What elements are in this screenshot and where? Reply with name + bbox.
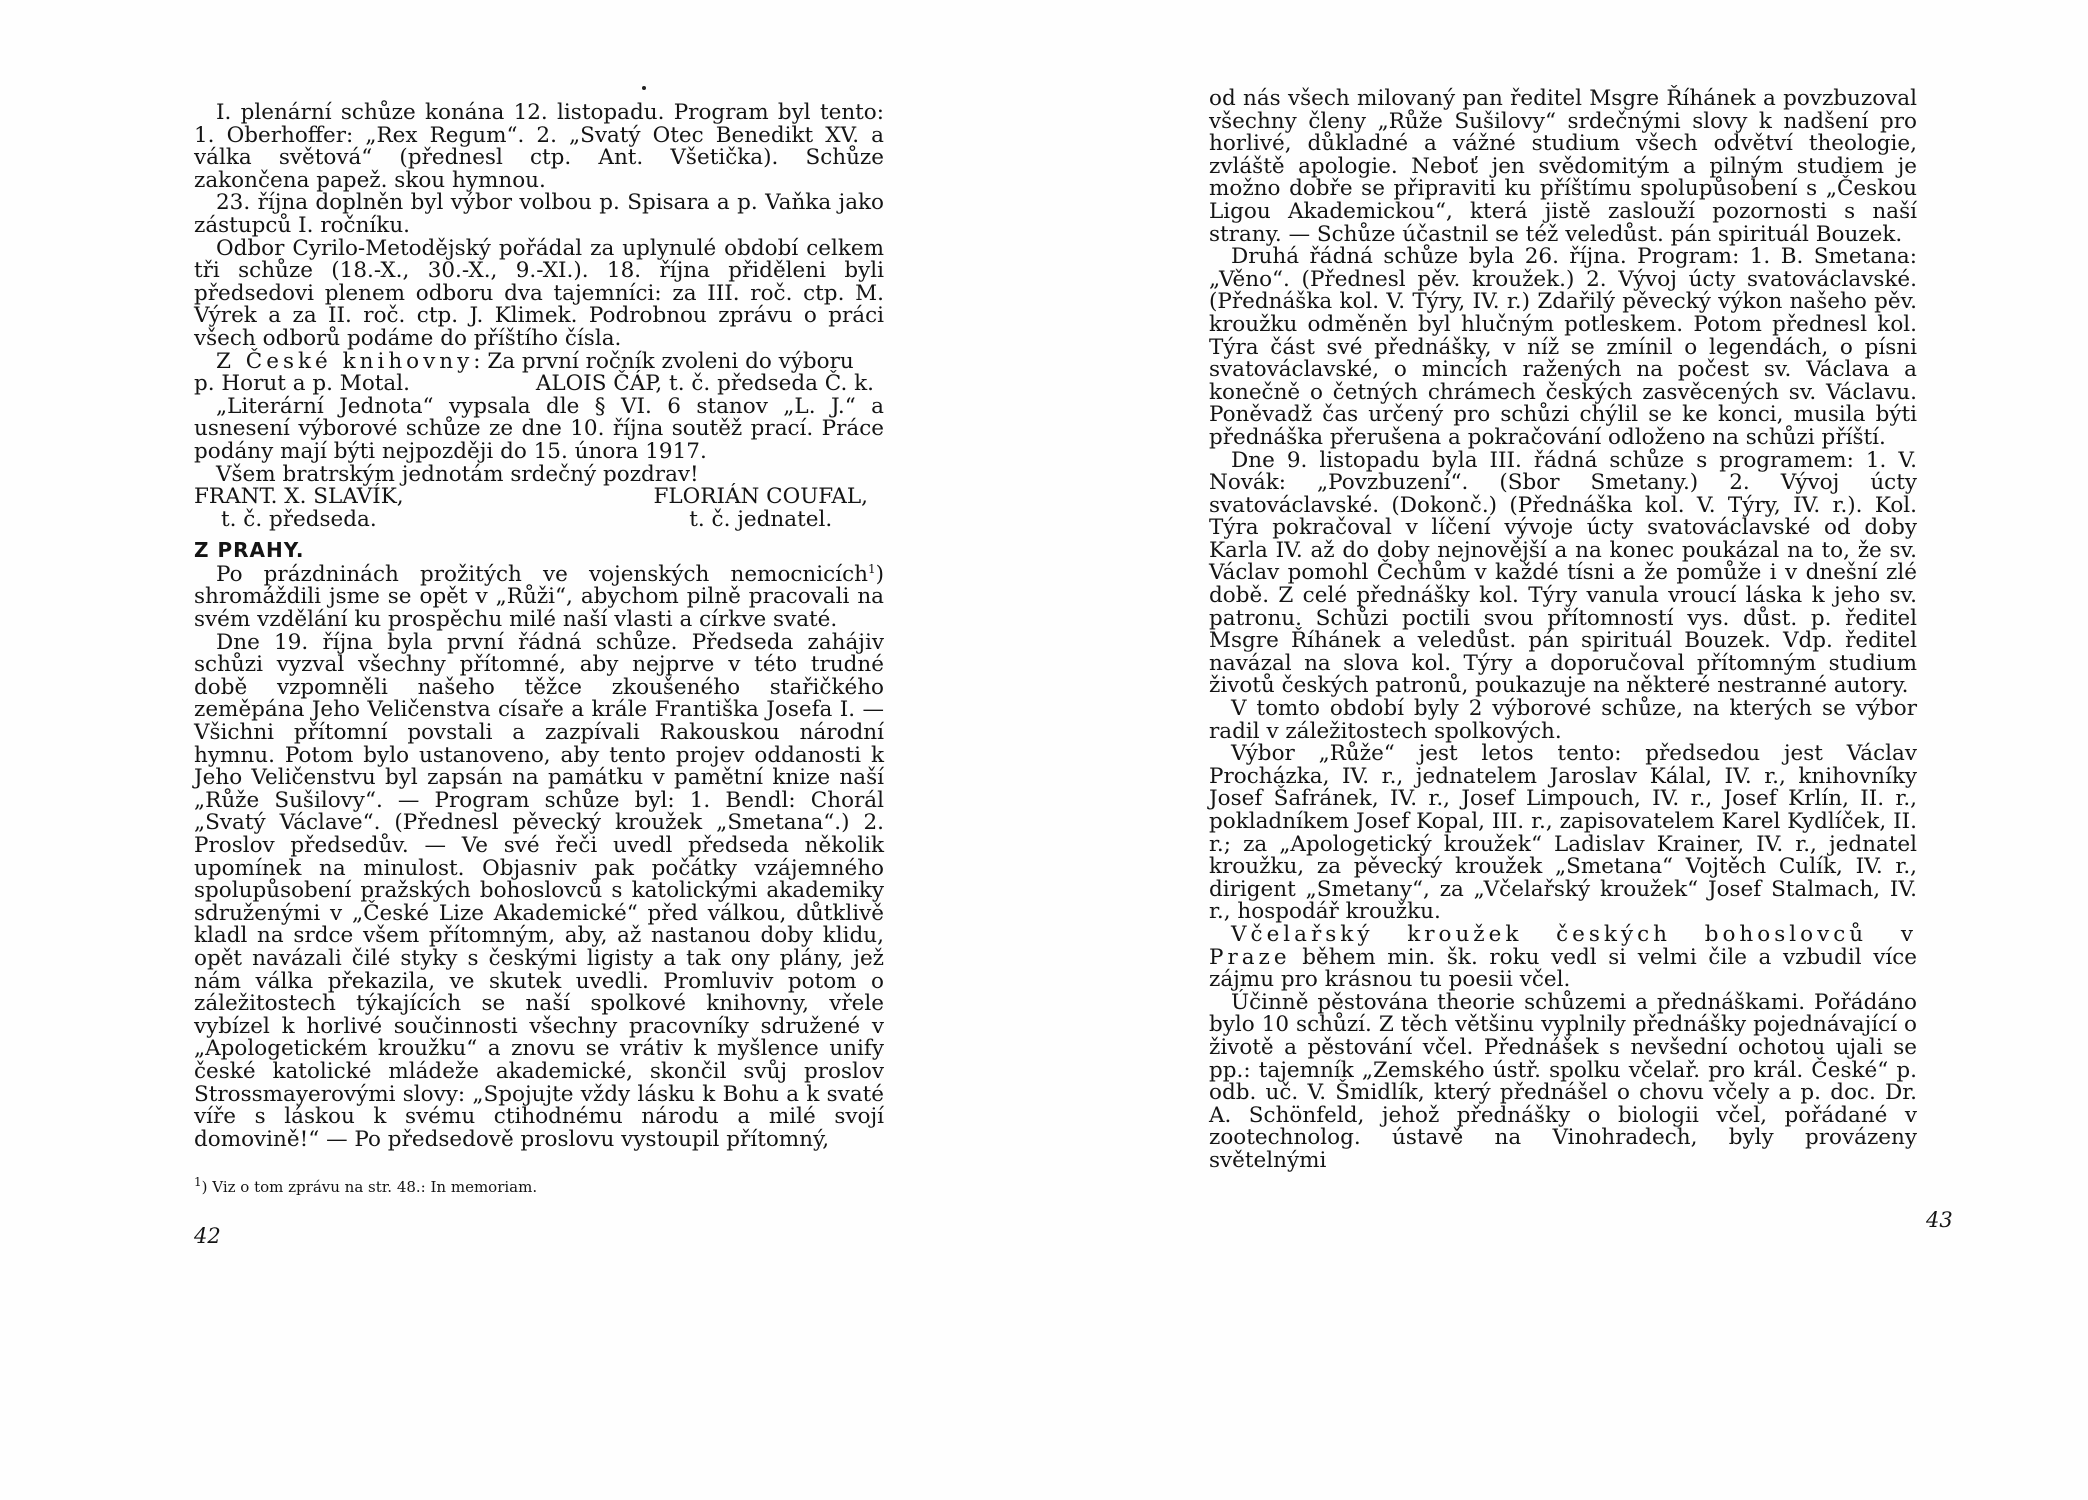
signature-chair xyxy=(194,486,404,531)
paragraph-third-session: Dne 9. listopadu byla III. řádná schůze s programem: 1. V. Novák: „Povzbuzení“. (Sbor Smetany.) 2. Vývoj úcty svatováclavské. (Dokonč.) (Přednáška kol. V. Týry, IV. r.). Kol. Týra pokračoval v líčení vývoje úcty svatováclavské od doby Karla IV. až do doby nejnovější a na konec poukázal na to, že sv. Václav pomohl Čechům v každé tísni a že pomůže i v dnešní zlé době. Z celé přednášky kol. Týry vanula vroucí láska k jeho sv. patronu. Schůzi poctili svou přítomností vys. důst. p. ředitel Msgre Říhánek a veledůst. pán spirituál Bouzek. Vdp. ředitel navázal na slova kol. Týry a doporučoval přítomným studium životů českých patronů, poukazuje na některé nestranné autory. xyxy=(1209,447,1917,699)
page-number-right: 43 xyxy=(1926,1208,1953,1232)
paragraph-beekeeping-circle xyxy=(1209,921,1917,993)
library-signature-line xyxy=(194,373,884,396)
library-members: p. Horut a p. Motal. xyxy=(194,371,410,397)
footnote-reference: 1 xyxy=(867,561,876,576)
right-page xyxy=(1044,0,2088,1500)
signature-secretary xyxy=(653,486,868,531)
paragraph-cyril-methodius: Odbor Cyrilo-Metodějský pořádal za uplynulé období celkem tři schůze (18.-X., 30.-X., 9.-XI.). 18. října přiděleni byli předsedovi plenem odboru dva tajemníci: za III. roč. ctp. M. Výrek a za II. roč. ctp. J. Klimek. Podrobnou zprávu o práci všech odborů podáme do příštího čísla. xyxy=(194,235,884,351)
right-text-column xyxy=(1209,88,1917,1173)
library-label: Z České knihovny xyxy=(216,348,474,374)
section-title-prague: Z PRAHY. xyxy=(194,538,305,563)
page-number-left: 42 xyxy=(194,1224,221,1248)
ink-dot xyxy=(642,86,646,90)
beekeeping-circle-title: Včelařský kroužek českých bohoslovců v Praze xyxy=(1209,921,1917,970)
prague-return-text-cont: ) shromáždili jsme se opět v „Růži“, abychom pilně pracovali na svém vzdělání ku prospěchu milé naší vlasti a církve svaté. xyxy=(194,561,884,633)
paragraph-committee-election: 23. října doplněn byl výbor volbou p. Spisara a p. Vaňka jako zástupců I. ročníku. xyxy=(194,190,884,238)
paragraph-literary-contest: „Literární Jednota“ vypsala dle § VI. 6 stanov „L. J.“ a usnesení výborové schůze ze dne 10. října soutěž prací. Práce podány mají býti nejpozději do 15. února 1917. xyxy=(194,393,884,464)
signature-secretary-role: t. č. jednatel. xyxy=(689,506,833,532)
footnote-marker: 1 xyxy=(194,1175,202,1189)
paragraph-plenary-session: I. plenární schůze konána 12. listopadu. Program byl tento: 1. Oberhoffer: „Rex Regum“. 2. „Svatý Otec Benedikt XV. a válka světová“ (přednesl ctp. Ant. Všetička). Schůze zakončena papež. skou hymnou. xyxy=(194,100,884,193)
paragraph-committee-members: Výbor „Růže“ jest letos tento: předsedou jest Václav Procházka, IV. r., jednatelem Jaroslav Kálal, IV. r., knihovníky Josef Šafránek, IV. r., Josef Limpouch, IV. r., Josef Krlín, II. r., pokladníkem Josef Kopal, III. r., zapisovatelem Karel Kydlíček, II. r.; za „Apologetický kroužek“ Ladislav Krainer, IV. r., jednatel kroužku, za pěvecký kroužek „Smetana“ Vojtěch Culík, IV. r., dirigent „Smetany“, za „Včelařský kroužek“ Josef Stalmach, IV. r., hospodář kroužku. xyxy=(1209,741,1917,925)
signature-secretary-name: FLORIÁN COUFAL, xyxy=(653,484,868,510)
footnote xyxy=(194,1175,538,1196)
signatures xyxy=(194,486,884,531)
paragraph-czech-library xyxy=(194,348,884,374)
paragraph-first-session: Dne 19. října byla první řádná schůze. Předseda zahájiv schůzi vyzval všechny přítomné, aby nejprve v této trudné době vzpomněli našeho těžce zkoušeného stařičkého zeměpána Jeho Veličenstva císaře a krále Františka Josefa I. — Všichni přítomní povstali a zazpívali Rakouskou národní hymnu. Potom bylo ustanoveno, aby tento projev oddanosti k Jeho Veličenstvu byl zapsán na památku v pamětní knize naší „Růže Sušilovy“. — Program schůze byl: 1. Bendl: Chorál „Svatý Václave“. (Přednesl pěvecký kroužek „Smetana“.) 2. Proslov předsedův. — Ve své řeči uvedl předseda několik upomínek na minulost. Objasniv pak počátky vzájemného spolupůsobení pražských bohoslovců s katolickými akademiky sdruženými v „České Lize Akademické“ před válkou, důtklivě kladl na srdce všem přítomným, aby, až nastanou doby klidu, opět navázali čilé styky s českými ligisty a tak ony plány, jež nám válka překazila, ve skutek uvedli. Promluviv potom o záležitostech týkajících se naší spolkové knihovny, vřele vybízel k horlivé součinnosti všechny pracovníky sdružené v „Apologetickém kroužku“ a znovu se vrátiv k myšlence unify české katolické mládeže akademické, skončil svůj proslov Strossmayerovými slovy: „Spojujte vždy lásku k Bohu a k svaté víře s láskou k svému ctihodnému národu a milé svojí domovině!“ — Po předsedově proslovu vystoupil přítomný, xyxy=(194,629,884,1152)
signature-chair-role: t. č. předseda. xyxy=(220,506,377,532)
paragraph-beekeeping-lectures: Účinně pěstována theorie schůzemi a přednáškami. Pořádáno bylo 10 schůzí. Z těch většinu vyplnily přednášky pojednávající o životě a pěstování včel. Přednášek s nevšední ochotou ujali se pp.: tajemník „Zemského ústř. spolku včelař. pro král. České“ p. odb. uč. V. Šmidlík, který přednášel o chovu včely a p. doc. Dr. A. Schönfeld, jehož přednášky o biologii včel, pořádané v zootechnolog. ústavě na Vinohradech, byly provázeny světelnými xyxy=(1209,989,1917,1173)
prague-return-text: Po prázdninách prožitých ve vojenských nemocnicích xyxy=(216,561,868,587)
signature-chair-name: FRANT. X. SLAVÍK, xyxy=(194,484,404,510)
library-chair-signature: ALOIS ČÁP, t. č. předseda Č. k. xyxy=(535,371,874,397)
footnote-text: ) Viz o tom zprávu na str. 48.: In memoriam. xyxy=(201,1178,538,1196)
paragraph-prague-return xyxy=(194,561,884,633)
paragraph-second-session: Druhá řádná schůze byla 26. října. Program: 1. B. Smetana: „Věno“. (Přednesl pěv. kroužek.) 2. Vývoj úcty svatováclavské. (Přednáška kol. V. Týry, IV. r.) Zdařilý pěvecký výkon našeho pěv. kroužku odměněn byl hlučným potleskem. Potom přednesl kol. Týra část své přednášky, v níž se zmínil o legendách, o písni svatováclavské, o mincích ražených na počest sv. Václava a konečně o četných chrámech českých zasvěcených sv. Václavu. Poněvadž čas určený pro schůzi chýlil se ke konci, musila býti přednáška přerušena a pokračování odloženo na schůzi příští. xyxy=(1209,244,1917,450)
paragraph-director-speech: od nás všech milovaný pan ředitel Msgre Říhánek a povzbuzoval všechny členy „Růže Sušilovy“ srdečnými slovy k nadšení pro horlivé, důkladné a vážné studium všech odvětví theologie, zvláště apologie. Neboť jen svědomitým a pilným studiem je možno dobře se připraviti ku příštímu spolupůsobení s „Českou Ligou Akademickou“, která jistě zaslouží pozornosti s naší strany. — Schůze účastnil se též veledůst. pán spirituál Bouzek. xyxy=(1209,86,1917,247)
beekeeping-circle-text: během min. šk. roku vedl si velmi čile a vzbudil více zájmu pro krásnou tu poesii včel. xyxy=(1209,944,1917,993)
paragraph-committee-meetings: V tomto období byly 2 výborové schůze, na kterých se výbor radil v záležitostech spolkových. xyxy=(1209,696,1917,744)
greeting: Všem bratrským jednotám srdečný pozdrav! xyxy=(216,461,699,487)
library-text: : Za první ročník zvoleni do výboru xyxy=(473,348,854,374)
left-text-column xyxy=(194,102,884,1151)
